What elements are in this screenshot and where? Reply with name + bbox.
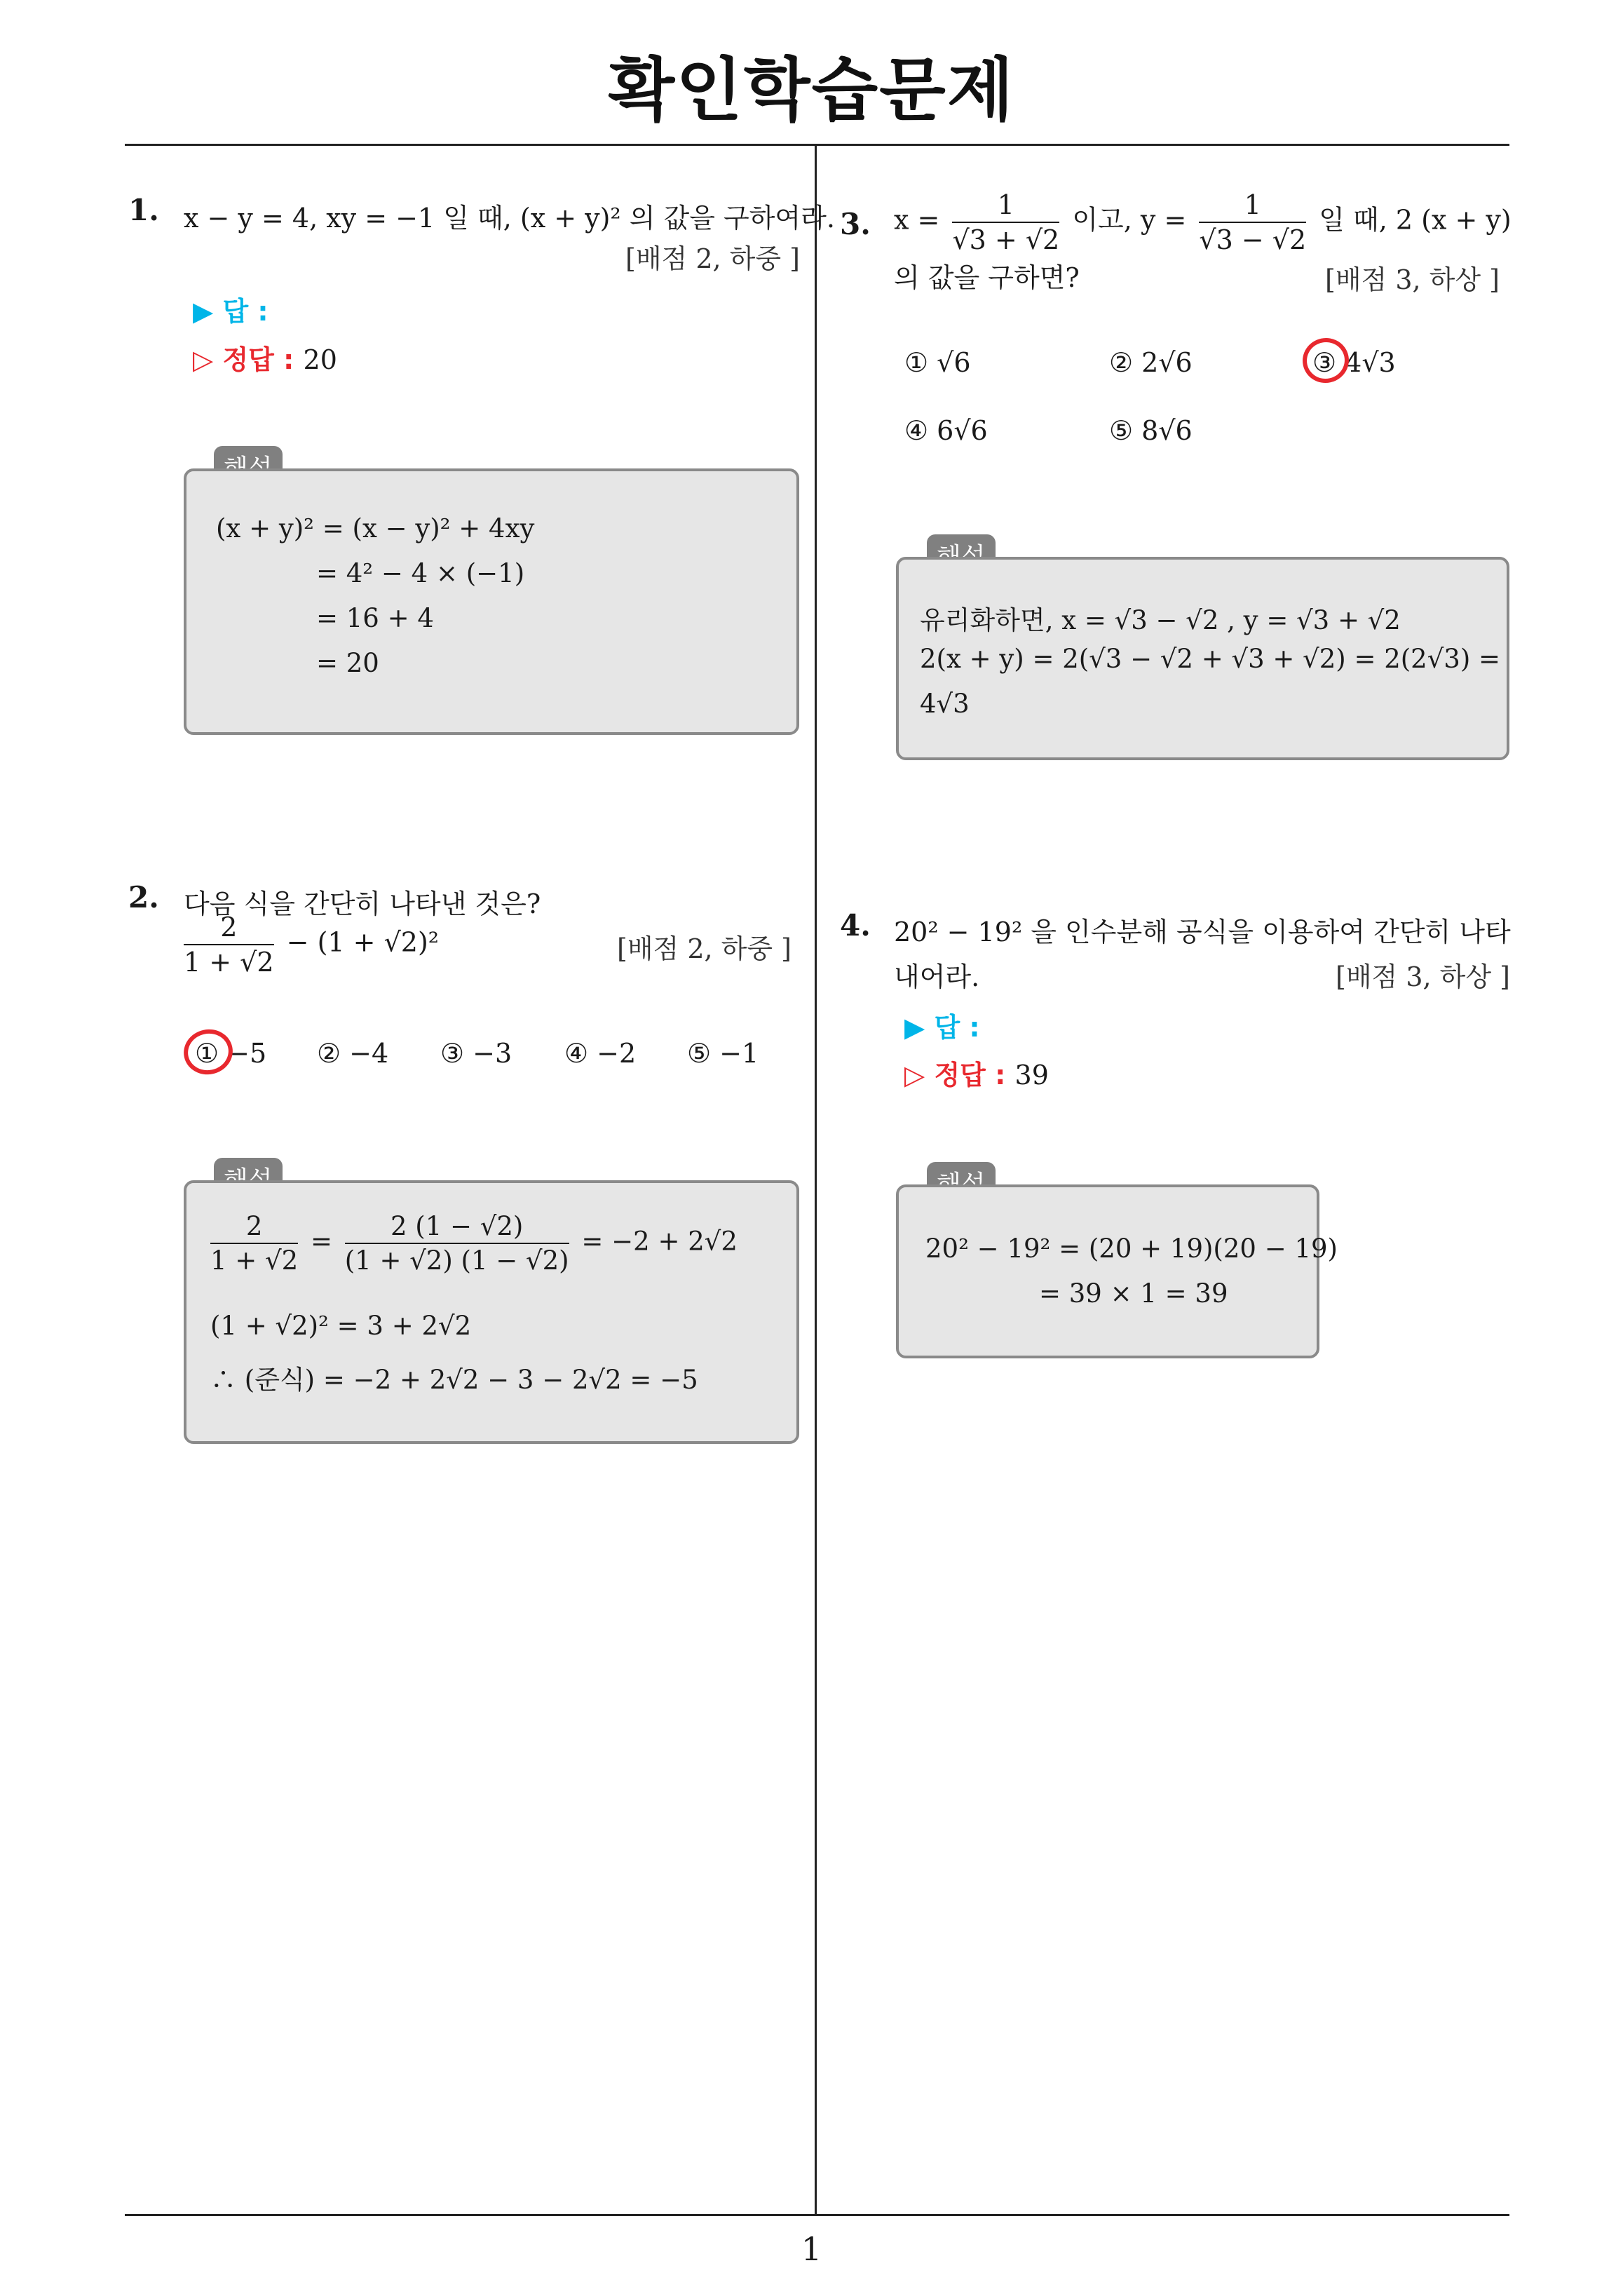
q3-fraction-2 — [1199, 189, 1306, 255]
q3-exp-line-3: 4√3 — [920, 689, 970, 719]
q4-explanation-box — [896, 1184, 1338, 1358]
q2-expr-denominator: 1 + √2 — [184, 947, 274, 978]
q1-correct-value: 20 — [303, 344, 337, 375]
q4-exp-line-2: = 39 × 1 = 39 — [1039, 1278, 1228, 1309]
q3-selected-answer-mark — [1298, 334, 1353, 387]
q2-exp-frac2-num: 2 (1 − √2) — [345, 1211, 569, 1244]
q4-text-line-2: 내어라. — [894, 961, 980, 992]
q3-choice-2: ② 2√6 — [1109, 347, 1193, 378]
q3-text-mid: 이고, y = — [1072, 204, 1187, 236]
q3-fraction-1 — [952, 189, 1059, 255]
q3-meta: [배점 3, 하상 ] — [1325, 264, 1500, 295]
q3-exp-line-2: 2(x + y) = 2(√3 − √2 + √3 + √2) = 2(2√3) = — [920, 644, 1501, 674]
q2-exp-line1-rest: = −2 + 2√2 — [581, 1226, 738, 1257]
q3-number: 3. — [840, 207, 871, 241]
q2-exp-fraction-2 — [345, 1211, 569, 1276]
q2-expr-fraction — [184, 912, 274, 978]
q3-text-line-2: 의 값을 구하면? — [894, 262, 1080, 293]
page-title: 확인학습문제 — [608, 50, 1015, 130]
q1-exp-line-1: (x + y)² = (x − y)² + 4xy — [216, 513, 535, 543]
q2-exp-fraction-1 — [210, 1211, 298, 1276]
q1-meta: [배점 2, 하중 ] — [625, 243, 800, 274]
q1-correct-answer — [193, 338, 337, 377]
q3-text-x: x = — [894, 204, 940, 236]
q4-exp-line-1: 20² − 19² = (20 + 19)(20 − 19) — [925, 1234, 1338, 1264]
q2-choice-3: ③ −3 — [440, 1038, 512, 1069]
q2-expr-rest: − (1 + √2)² — [286, 926, 440, 958]
q2-choice-2: ② −4 — [317, 1038, 389, 1069]
q4-correct-label: ▷ 정답 : — [904, 1060, 1006, 1090]
q2-choice-5: ⑤ −1 — [687, 1038, 759, 1069]
q2-selected-answer-mark — [179, 1025, 237, 1079]
q3-frac2-den: √3 − √2 — [1199, 224, 1307, 255]
q3-explanation-box — [896, 557, 1509, 760]
q1-exp-line-4: = 20 — [316, 648, 379, 678]
page-number: 1 — [801, 2230, 822, 2268]
q2-exp-line-2: (1 + √2)² = 3 + 2√2 — [210, 1311, 472, 1341]
q2-choice-1: ① −5 — [195, 1038, 267, 1069]
q2-exp-line-3: ∴ (준식) = −2 + 2√2 − 3 − 2√2 = −5 — [210, 1365, 698, 1395]
q2-explanation-box — [184, 1180, 799, 1444]
q2-exp-frac1-den: 1 + √2 — [210, 1245, 299, 1276]
q3-choice-5: ⑤ 8√6 — [1109, 415, 1193, 446]
q3-text-line-1 — [894, 189, 1512, 255]
q2-exp-frac1-num: 2 — [210, 1211, 298, 1244]
q2-choice-4: ④ −2 — [564, 1038, 637, 1069]
q4-answer-label: ▶ 답 : — [904, 1012, 980, 1043]
q4-number: 4. — [840, 908, 871, 943]
q1-number: 1. — [128, 193, 159, 227]
q2-expression — [184, 912, 439, 978]
q3-frac1-num: 1 — [952, 189, 1059, 223]
q1-exp-line-2: = 4² − 4 × (−1) — [316, 558, 525, 588]
q1-correct-label: ▷ 정답 : — [193, 344, 294, 375]
q1-text: x − y = 4, xy = −1 일 때, (x + y)² 의 값을 구하여라. — [184, 203, 835, 234]
q3-choice-4: ④ 6√6 — [904, 415, 988, 446]
q4-correct-value: 39 — [1014, 1060, 1049, 1090]
footer-rule — [125, 2214, 1509, 2216]
q4-meta: [배점 3, 하상 ] — [1336, 961, 1510, 992]
q3-choice-3: ③ 4√3 — [1312, 347, 1396, 378]
q2-exp-line-1: $\frac{2}{1 + √2}$ = $\frac{2 (1 - √2)}{(1 + √2) (1 - √2)}$ = −2 + 2√2 — [210, 1211, 738, 1276]
q3-choice-1: ① √6 — [904, 347, 971, 378]
q1-exp-line-3: = 16 + 4 — [316, 603, 434, 633]
q4-text-line-1: 20² − 19² 을 인수분해 공식을 이용하여 간단히 나타 — [894, 917, 1511, 947]
q2-exp-frac2-den: (1 + √2) (1 − √2) — [344, 1245, 569, 1276]
q3-frac1-den: √3 + √2 — [952, 224, 1060, 255]
q2-expr-numerator: 2 — [184, 912, 274, 945]
q2-meta: [배점 2, 하중 ] — [617, 933, 792, 964]
header-rule — [125, 144, 1509, 146]
q1-explanation-box — [184, 468, 799, 735]
q1-answer-label: ▶ 답 : — [193, 296, 269, 327]
q3-text-end: 일 때, 2 (x + y) — [1319, 204, 1512, 236]
column-divider — [815, 145, 817, 2214]
q4-correct-answer — [904, 1053, 1049, 1092]
q3-exp-line-1: 유리화하면, x = √3 − √2 , y = √3 + √2 — [920, 605, 1401, 635]
q2-text: 다음 식을 간단히 나타낸 것은? — [184, 889, 541, 919]
q2-number: 2. — [128, 880, 159, 914]
q3-frac2-num: 1 — [1199, 189, 1306, 223]
